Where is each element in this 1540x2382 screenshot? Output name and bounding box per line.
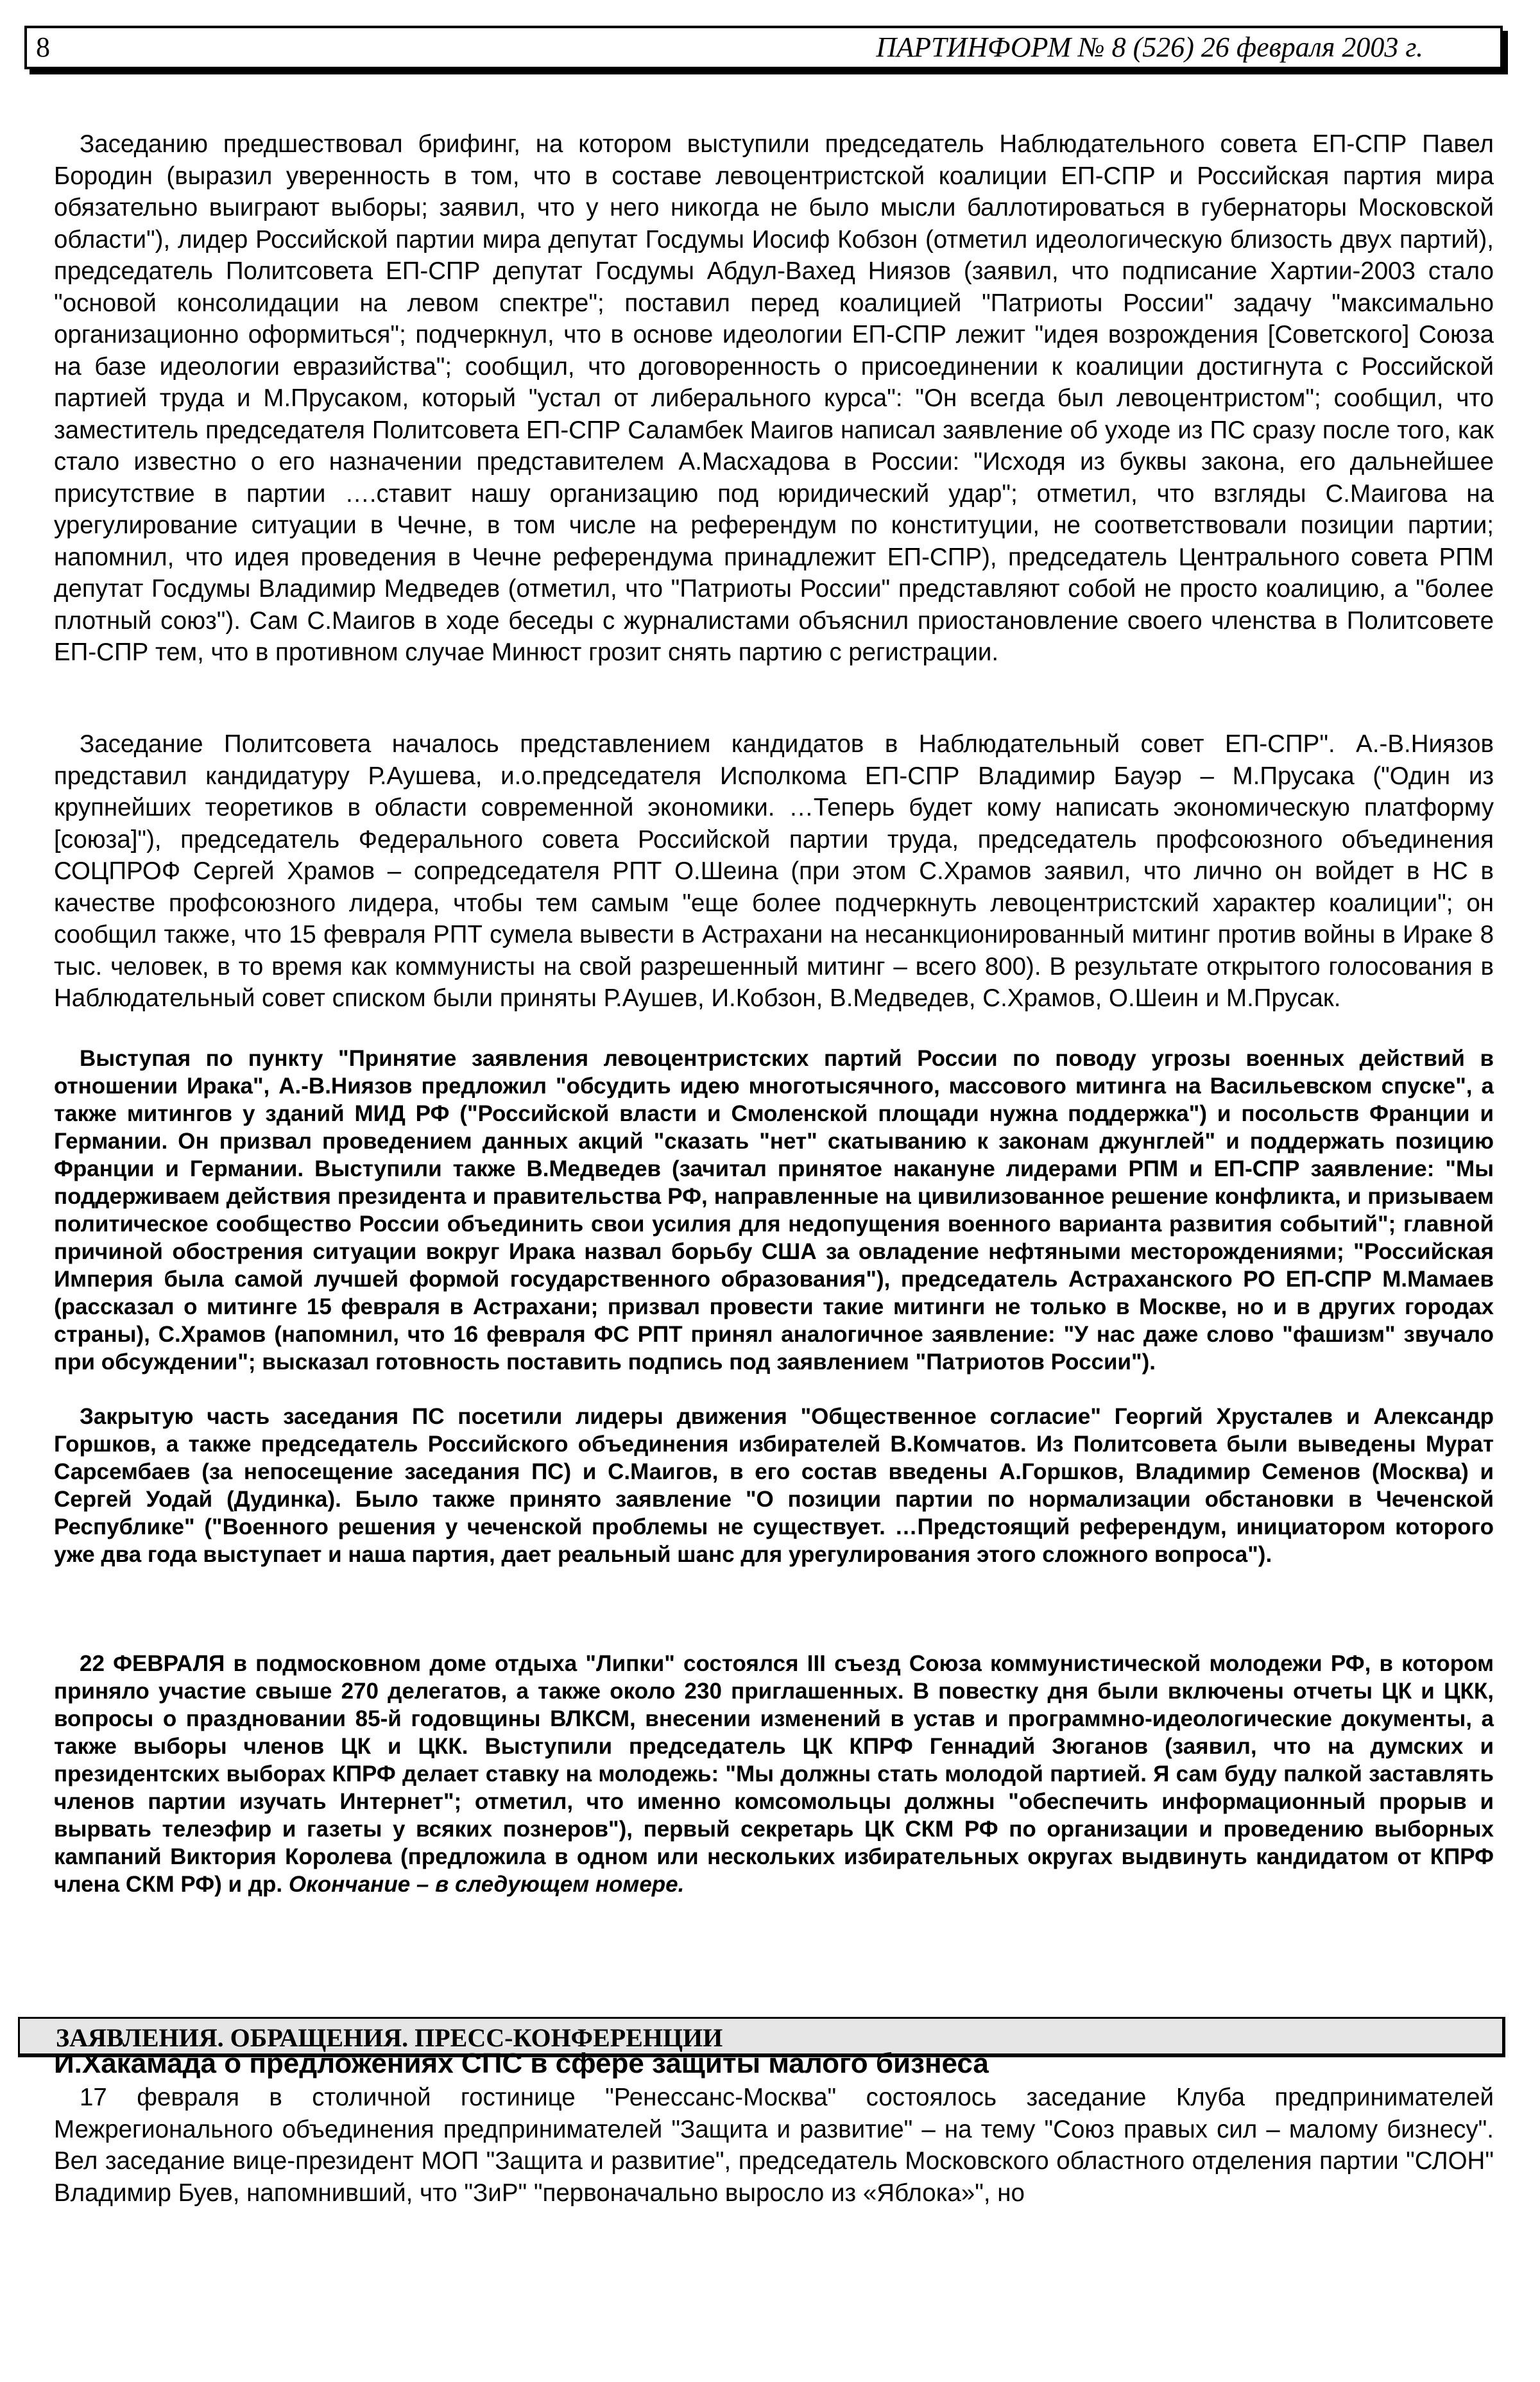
paragraph-iraq-statement: Выступая по пункту "Принятие заявления левоцентристских партий России по поводу угрозы военных действий в отношении Ирака", А.-В.Ниязов предложил "обсудить идею многотысячного, массового митинга на Васильевском спуске", а также митингов у зданий МИД РФ ("Российской власти и Смоленской площади нужна поддержка") и посольств Франции и Германии. Он призвал проведением данных акций "сказать "нет" скатыванию к законам джунглей" и поддержать позицию Франции и Германии. Выступили также В.Медведев (зачитал принятое накануне лидерами РПМ и ЕП-СПР заявление: "Мы поддерживаем действия президента и правительства РФ, направленные на цивилизованное решение конфликта, и призываем политическое сообщество России объединить свои усилия для недопущения военного варианта развития событий"; главной причиной обострения ситуации вокруг Ирака назвал борьбу США за овладение нефтяными месторождениями; "Российская Империя была самой лучшей формой государственного образования"), председатель Астраханского РО ЕП-СПР М.Мамаев (рассказал о митинге 15 февраля в Астрахани; призвал провести такие митинги не только в Москве, но и в других городах страны), С.Храмов (напомнил, что 16 февраля ФС РПТ принял аналогичное заявление: "У нас даже слово "фашизм" звучало при обсуждении"; высказал готовность поставить подпись под заявлением "Патриотов России"). xyxy=(54,1046,1494,1375)
publication-title: ПАРТИНФОРМ № 8 (526) 26 февраля 2003 г. xyxy=(876,31,1423,63)
skm-congress-text: 22 ФЕВРАЛЯ в подмосковном доме отдыха "Липки" состоялся III съезд Союза коммунистической молодежи РФ, в котором приняло участие свыше 270 делегатов, а также около 230 приглашенных. В повестку дня были включены отчеты ЦК и ЦКК, вопросы о праздновании 85-й годовщины ВЛКСМ, внесении изменений в устав и программно-идеологические документы, а также выборы членов ЦК и ЦКК. Выступили председатель ЦК КПРФ Геннадий Зюганов (заявил, что на думских и президентских выборах КПРФ делает ставку на молодежь: "Мы должны стать молодой партией. Я сам буду палкой заставлять членов партии изучать Интернет"; отметил, что именно комсомольцы должны "обеспечить информационный прорыв и вырвать телеэфир и газеты у всяких познеров"), первый секретарь ЦК СКМ РФ по организации и проведению выборных кампаний Виктория Королева (предложила в одном или нескольких избирательных округах выдвинуть кандидатом от КПРФ члена СКМ РФ) и др. xyxy=(54,1651,1494,1897)
paragraph-khakamada: 17 февраля в столичной гостинице "Ренессанс-Москва" состоялось заседание Клуба предпринимателей Межрегионального объединения предпринимателей "Защита и развитие" – на тему "Союз правых сил – малому бизнесу". Вел заседание вице-президент МОП "Защита и развитие", председатель Московского областного отделения партии "СЛОН" Владимир Буев, напомнивший, что "ЗиР" "первоначально выросло из «Яблока»", но xyxy=(54,2084,1494,2207)
page-number: 8 xyxy=(36,31,50,63)
section-title: ЗАЯВЛЕНИЯ. ОБРАЩЕНИЯ. ПРЕСС-КОНФЕРЕНЦИИ xyxy=(56,2023,723,2052)
page-header xyxy=(24,26,1503,69)
paragraph-skm-congress xyxy=(54,1650,1494,1898)
paragraph-briefing: Заседанию предшествовал брифинг, на котором выступили председатель Наблюдательного совета ЕП-СПР Павел Бородин (выразил уверенность в том, что в составе левоцентристской коалиции ЕП-СПР и Российская партия мира обязательно выиграют выборы; заявил, что у него никогда не было мысли баллотироваться в губернаторы Московской области"), лидер Российской партии мира депутат Госдумы Иосиф Кобзон (отметил идеологическую близость двух партий), председатель Политсовета ЕП-СПР депутат Госдумы Абдул-Вахед Ниязов (заявил, что подписание Хартии-2003 стало "основой консолидации на левом спектре"; поставил перед коалицией "Патриоты России" задачу "максимально организационно оформиться"; подчеркнул, что в основе идеологии ЕП-СПР лежит "идея возрождения [Советского] Союза на базе идеологии евразийства"; сообщил, что договоренность о присоединении к коалиции достигнута с Российской партией труда и М.Прусаком, который "устал от либерального курса": "Он всегда был левоцентристом"; сообщил, что заместитель председателя Политсовета ЕП-СПР Саламбек Маигов написал заявление об уходе из ПС сразу после того, как стало известно о его назначении представителем А.Масхадова в России: "Исходя из буквы закона, его дальнейшее присутствие в партии ….ставит нашу организацию под юридический удар"; отметил, что взгляды С.Маигова на урегулирование ситуации в Чечне, в том числе на референдум по конституции, не соответствовали позиции партии; напомнил, что идея проведения в Чечне референдума принадлежит ЕП-СПР), председатель Центрального совета РПМ депутат Госдумы Владимир Медведев (отметил, что "Патриоты России" представляют собой не просто коалицию, а "более плотный союз"). Сам С.Маигов в ходе беседы с журналистами объяснил приостановление своего членства в Политсовете ЕП-СПР тем, что в противном случае Минюст грозит снять партию с регистрации. xyxy=(54,130,1494,666)
paragraph-candidates: Заседание Политсовета началось представлением кандидатов в Наблюдательный совет ЕП-СПР". А.-В.Ниязов представил кандидатуру Р.Аушева, и.о.председателя Исполкома ЕП-СПР Владимир Бауэр – М.Прусака ("Один из крупнейших теоретиков в области современной экономики. …Теперь будет кому написать экономическую платформу [союза]"), председатель Федерального совета Российской партии труда, председатель профсоюзного объединения СОЦПРОФ Сергей Храмов – сопредседателя РПТ О.Шеина (при этом С.Храмов заявил, что лично он войдет в НС в качестве профсоюзного лидера, чтобы тем самым "еще более подчеркнуть левоцентристский характер коалиции"; он сообщил также, что 15 февраля РПТ сумела вывести в Астрахани на несанкционированный митинг против войны в Ираке 8 тыс. человек, в то время как коммунисты на свой разрешенный митинг – всего 800). В результате открытого голосования в Наблюдательный совет списком были приняты Р.Аушев, И.Кобзон, В.Медведев, С.Храмов, О.Шеин и М.Прусак. xyxy=(54,730,1494,1012)
paragraph-closed-session: Закрытую часть заседания ПС посетили лидеры движения "Общественное согласие" Георгий Хрусталев и Александр Горшков, а также председатель Российского объединения избирателей В.Комчатов. Из Политсовета были выведены Мурат Сарсембаев (за непосещение заседания ПС) и С.Маигов, в его состав введены А.Горшков, Владимир Семенов (Москва) и Сергей Уодай (Дудинка). Было также принято заявление "О позиции партии по нормализации обстановки в Чеченской Республике" ("Военного решения у чеченской проблемы не существует. …Предстоящий референдум, инициатором которого уже два года выступает и наша партия, дает реальный шанс для урегулирования этого сложного вопроса"). xyxy=(54,1404,1494,1567)
article-heading: И.Хакамада о предложениях СПС в сфере защиты малого бизнеса xyxy=(54,2048,989,2079)
continuation-note: Окончание – в следующем номере. xyxy=(288,1872,685,1897)
